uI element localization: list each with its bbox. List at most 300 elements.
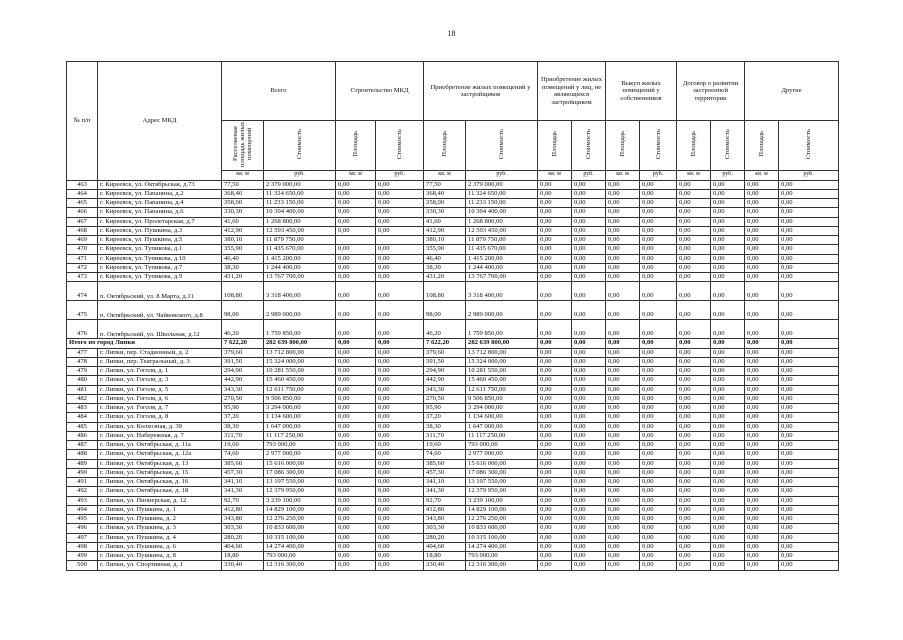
subheader-label: Стоимость	[654, 128, 662, 160]
cell-cost: 11 879 750,00	[466, 236, 538, 245]
cell-area: 0,00	[745, 376, 779, 385]
cell-cost: 0,00	[572, 226, 606, 235]
cell-area: 0,00	[745, 226, 779, 235]
cell-area: 0,00	[538, 254, 572, 263]
cell-cost: 12 611 750,00	[264, 385, 336, 394]
cell-area: 0,00	[606, 450, 640, 459]
cell-cost: 0,00	[640, 367, 677, 376]
subheader-cost	[711, 121, 745, 171]
cell-area: 0,00	[606, 478, 640, 487]
cell-area: 0,00	[538, 199, 572, 208]
row-address: г. Киреевск, ул. Папанина, д.6	[98, 208, 222, 217]
cell-area: 0,00	[606, 189, 640, 198]
cell-area: 108,80	[222, 282, 264, 301]
cell-cost: 11 233 150,00	[466, 199, 538, 208]
cell-cost: 0,00	[640, 496, 677, 505]
cell-cost: 2 989 000,00	[264, 301, 336, 320]
row-number: 493	[67, 496, 98, 505]
table-row	[67, 357, 839, 366]
cell-area: 18,80	[222, 552, 264, 561]
cell-cost: 0,00	[376, 394, 424, 403]
row-number: 473	[67, 273, 98, 282]
cell-cost: 0,00	[376, 552, 424, 561]
cell-area: 0,00	[677, 542, 711, 551]
cell-area: 0,00	[677, 367, 711, 376]
unit-area: кв. м	[424, 170, 466, 180]
cell-cost: 2 977 000,00	[264, 450, 336, 459]
cell-area: 0,00	[677, 561, 711, 570]
cell-cost: 10 281 550,00	[466, 367, 538, 376]
subheader-area	[222, 121, 264, 171]
cell-area: 0,00	[745, 561, 779, 570]
cell-cost: 17 086 300,00	[264, 468, 336, 477]
table-row	[67, 450, 839, 459]
cell-area: 431,20	[222, 273, 264, 282]
cell-area: 7 622,20	[424, 339, 466, 348]
cell-area: 0,00	[336, 431, 376, 440]
cell-cost: 15 616 000,00	[264, 459, 336, 468]
cell-area: 0,00	[677, 468, 711, 477]
cell-area: 0,00	[336, 450, 376, 459]
table-row	[67, 245, 839, 254]
cell-cost: 0,00	[376, 385, 424, 394]
cell-cost: 13 197 550,00	[466, 478, 538, 487]
table-row	[67, 478, 839, 487]
cell-area: 0,00	[336, 413, 376, 422]
cell-cost: 0,00	[572, 199, 606, 208]
cell-cost: 11 435 670,00	[264, 245, 336, 254]
cell-area: 0,00	[745, 348, 779, 357]
cell-area: 0,00	[538, 339, 572, 348]
table-row	[67, 208, 839, 217]
cell-area: 0,00	[336, 441, 376, 450]
cell-area: 0,00	[606, 468, 640, 477]
cell-cost: 0,00	[572, 533, 606, 542]
cell-area: 0,00	[538, 422, 572, 431]
header-group-developer-purchase: Приобретение жилых помещений у застройщиков	[424, 62, 538, 121]
cell-area: 341,10	[222, 478, 264, 487]
subheader-label: Площадь	[619, 131, 627, 157]
cell-cost: 0,00	[572, 282, 606, 301]
cell-cost: 1 647 000,00	[264, 422, 336, 431]
cell-area: 0,00	[538, 459, 572, 468]
subheader-cost	[640, 121, 677, 171]
table-row	[67, 320, 839, 339]
cell-cost: 12 316 300,00	[466, 561, 538, 570]
cell-area: 457,30	[424, 468, 466, 477]
cell-cost: 14 829 100,00	[264, 505, 336, 514]
row-address: п. Октябрьский, ул. 8 Марта, д.11	[98, 282, 222, 301]
table-row	[67, 505, 839, 514]
cell-cost: 0,00	[572, 552, 606, 561]
cell-cost: 0,00	[376, 505, 424, 514]
row-address: г. Киреевск, ул. Папанина, д.4	[98, 199, 222, 208]
cell-area: 0,00	[336, 394, 376, 403]
cell-cost: 0,00	[779, 367, 839, 376]
cell-cost: 0,00	[711, 180, 745, 189]
row-address: г. Киреевск, ул. Папанина, д.2	[98, 189, 222, 198]
cell-cost: 0,00	[572, 515, 606, 524]
table-row	[67, 301, 839, 320]
cell-cost: 0,00	[779, 533, 839, 542]
row-address: г. Липки, ул. Гоголя, д. 7	[98, 404, 222, 413]
cell-area: 0,00	[538, 320, 572, 339]
cell-area: 0,00	[538, 245, 572, 254]
row-number: 465	[67, 199, 98, 208]
cell-cost: 0,00	[572, 273, 606, 282]
cell-cost: 0,00	[779, 236, 839, 245]
cell-cost: 0,00	[376, 404, 424, 413]
cell-cost: 0,00	[779, 273, 839, 282]
cell-cost: 0,00	[376, 348, 424, 357]
cell-cost: 0,00	[779, 301, 839, 320]
cell-area: 0,00	[336, 273, 376, 282]
cell-area: 0,00	[606, 180, 640, 189]
cell-area: 0,00	[677, 431, 711, 440]
cell-cost: 0,00	[711, 450, 745, 459]
row-address: г. Липки, ул. Гоголя, д. 8	[98, 413, 222, 422]
cell-area: 95,90	[222, 404, 264, 413]
cell-area: 0,00	[606, 515, 640, 524]
cell-cost: 11 324 650,00	[466, 189, 538, 198]
cell-cost: 0,00	[572, 263, 606, 272]
cell-area: 412,90	[424, 226, 466, 235]
row-address: г. Киреевск, ул. Тупикова, д.1	[98, 245, 222, 254]
subheader-label: Площадь	[352, 131, 360, 157]
cell-area: 0,00	[336, 459, 376, 468]
cell-area: 294,90	[424, 367, 466, 376]
cell-area: 379,60	[222, 348, 264, 357]
cell-cost: 0,00	[640, 189, 677, 198]
table-row	[67, 189, 839, 198]
cell-area: 442,90	[222, 376, 264, 385]
unit-cost: руб.	[640, 170, 677, 180]
row-address: г. Липки, ул. Набережная, д. 7	[98, 431, 222, 440]
row-number: 464	[67, 189, 98, 198]
cell-area: 0,00	[538, 348, 572, 357]
row-address: г. Липки, ул. Пушкина, д. 4	[98, 533, 222, 542]
row-number: 489	[67, 459, 98, 468]
cell-cost: 3 294 000,00	[466, 404, 538, 413]
cell-cost: 0,00	[779, 552, 839, 561]
cell-area: 0,00	[538, 431, 572, 440]
row-number: 488	[67, 450, 98, 459]
cell-area: 108,80	[424, 282, 466, 301]
cell-cost: 0,00	[640, 376, 677, 385]
cell-area: 368,40	[222, 189, 264, 198]
cell-cost: 0,00	[572, 450, 606, 459]
cell-cost: 0,00	[640, 273, 677, 282]
table-row	[67, 496, 839, 505]
cell-area: 0,00	[677, 376, 711, 385]
cell-cost: 0,00	[640, 180, 677, 189]
row-address: г. Киреевск, ул. Пушкина, д.5	[98, 236, 222, 245]
cell-area: 0,00	[745, 273, 779, 282]
cell-area: 0,00	[677, 263, 711, 272]
cell-cost: 9 506 850,00	[264, 394, 336, 403]
cell-cost: 0,00	[640, 459, 677, 468]
cell-cost: 0,00	[640, 515, 677, 524]
cell-cost: 0,00	[779, 478, 839, 487]
unit-cost: руб.	[466, 170, 538, 180]
subheader-label: Площадь	[551, 131, 559, 157]
relocation-table	[66, 61, 839, 571]
cell-area: 0,00	[538, 217, 572, 226]
cell-cost: 1 268 800,00	[264, 217, 336, 226]
cell-cost: 0,00	[711, 320, 745, 339]
cell-area	[336, 236, 376, 245]
cell-cost: 0,00	[376, 468, 424, 477]
cell-area: 0,00	[677, 254, 711, 263]
cell-cost: 11 879 750,00	[264, 236, 336, 245]
cell-area: 0,00	[677, 450, 711, 459]
cell-area: 0,00	[677, 394, 711, 403]
cell-area: 0,00	[538, 394, 572, 403]
cell-cost: 0,00	[572, 357, 606, 366]
cell-cost: 0,00	[640, 422, 677, 431]
cell-area: 0,00	[745, 208, 779, 217]
cell-area: 0,00	[538, 468, 572, 477]
cell-area: 0,00	[745, 431, 779, 440]
cell-cost: 0,00	[572, 404, 606, 413]
cell-cost: 0,00	[711, 357, 745, 366]
cell-area: 343,80	[222, 515, 264, 524]
cell-area: 0,00	[336, 468, 376, 477]
cell-area: 0,00	[745, 339, 779, 348]
cell-area: 0,00	[745, 450, 779, 459]
cell-area: 0,00	[606, 561, 640, 570]
table-row	[67, 468, 839, 477]
cell-cost: 0,00	[376, 367, 424, 376]
cell-cost: 0,00	[779, 524, 839, 533]
subheader-label: Стоимость	[805, 128, 813, 160]
cell-area: 46,40	[424, 254, 466, 263]
cell-cost: 12 276 250,00	[466, 515, 538, 524]
cell-area: 0,00	[745, 459, 779, 468]
row-number: 485	[67, 422, 98, 431]
row-number: 483	[67, 404, 98, 413]
subheader-area	[424, 121, 466, 171]
cell-area: 0,00	[538, 478, 572, 487]
cell-cost: 0,00	[711, 515, 745, 524]
table-row	[67, 404, 839, 413]
cell-cost: 10 315 100,00	[264, 533, 336, 542]
cell-area: 0,00	[538, 236, 572, 245]
row-address: г. Липки, ул. Пушкина, д. 6	[98, 542, 222, 551]
cell-cost: 0,00	[711, 348, 745, 357]
subheader-cost	[572, 121, 606, 171]
cell-cost: 0,00	[572, 245, 606, 254]
cell-area: 0,00	[745, 441, 779, 450]
cell-area: 0,00	[538, 404, 572, 413]
cell-area: 341,10	[424, 478, 466, 487]
cell-area: 0,00	[538, 367, 572, 376]
cell-area: 0,00	[538, 282, 572, 301]
cell-area: 0,00	[745, 199, 779, 208]
cell-cost: 12 611 750,00	[466, 385, 538, 394]
cell-cost: 0,00	[376, 441, 424, 450]
row-number: 478	[67, 357, 98, 366]
table-row	[67, 524, 839, 533]
cell-area: 0,00	[606, 282, 640, 301]
row-number: 487	[67, 441, 98, 450]
table-row	[67, 431, 839, 440]
cell-area: 0,00	[336, 496, 376, 505]
cell-area: 0,00	[336, 422, 376, 431]
cell-cost: 10 281 550,00	[264, 367, 336, 376]
cell-cost: 15 324 000,00	[466, 357, 538, 366]
cell-area: 0,00	[538, 376, 572, 385]
cell-area: 330,30	[424, 208, 466, 217]
cell-cost: 0,00	[376, 339, 424, 348]
cell-area: 92,70	[222, 496, 264, 505]
cell-cost: 11 233 150,00	[264, 199, 336, 208]
cell-cost: 9 506 850,00	[466, 394, 538, 403]
cell-area: 0,00	[606, 533, 640, 542]
cell-cost: 12 316 300,00	[264, 561, 336, 570]
cell-cost: 0,00	[640, 413, 677, 422]
cell-area: 0,00	[745, 254, 779, 263]
cell-area: 457,30	[222, 468, 264, 477]
row-number: 500	[67, 561, 98, 570]
cell-cost: 0,00	[640, 385, 677, 394]
cell-cost: 0,00	[779, 441, 839, 450]
cell-area: 0,00	[336, 320, 376, 339]
cell-area: 0,00	[745, 524, 779, 533]
cell-cost: 1 759 850,00	[466, 320, 538, 339]
table-row	[67, 282, 839, 301]
cell-cost: 0,00	[572, 505, 606, 514]
cell-cost: 0,00	[376, 180, 424, 189]
cell-area: 391,50	[222, 357, 264, 366]
cell-area: 0,00	[606, 431, 640, 440]
cell-cost: 12 593 450,00	[264, 226, 336, 235]
cell-cost: 0,00	[572, 236, 606, 245]
cell-area: 391,50	[424, 357, 466, 366]
table-row	[67, 263, 839, 272]
cell-area: 0,00	[538, 189, 572, 198]
cell-area: 19,60	[424, 441, 466, 450]
cell-cost: 0,00	[711, 301, 745, 320]
cell-cost: 1 415 200,00	[264, 254, 336, 263]
cell-cost: 0,00	[376, 376, 424, 385]
cell-cost: 12 276 250,00	[264, 515, 336, 524]
cell-cost: 0,00	[779, 431, 839, 440]
cell-area: 41,60	[424, 217, 466, 226]
unit-area: кв. м	[222, 170, 264, 180]
cell-area: 0,00	[538, 273, 572, 282]
cell-area: 343,30	[222, 385, 264, 394]
cell-area: 0,00	[606, 339, 640, 348]
cell-cost: 0,00	[640, 487, 677, 496]
cell-area: 270,50	[424, 394, 466, 403]
cell-cost: 0,00	[711, 199, 745, 208]
cell-area: 0,00	[677, 180, 711, 189]
cell-area: 0,00	[677, 487, 711, 496]
cell-cost: 0,00	[572, 394, 606, 403]
cell-area: 0,00	[336, 561, 376, 570]
cell-area: 330,40	[222, 561, 264, 570]
cell-area: 0,00	[606, 301, 640, 320]
cell-area: 0,00	[336, 348, 376, 357]
cell-cost: 3 239 100,00	[466, 496, 538, 505]
cell-cost: 0,00	[711, 208, 745, 217]
cell-area: 0,00	[606, 552, 640, 561]
cell-cost: 0,00	[711, 376, 745, 385]
row-address: г. Липки, ул. Октябрьская, д. 18	[98, 487, 222, 496]
cell-cost: 15 324 000,00	[264, 357, 336, 366]
cell-cost: 0,00	[711, 505, 745, 514]
cell-cost: 0,00	[711, 496, 745, 505]
cell-area: 0,00	[677, 199, 711, 208]
table-row	[67, 348, 839, 357]
cell-cost: 0,00	[376, 226, 424, 235]
cell-area: 77,50	[424, 180, 466, 189]
cell-cost: 15 460 450,00	[264, 376, 336, 385]
cell-cost: 0,00	[376, 273, 424, 282]
cell-cost: 0,00	[376, 542, 424, 551]
cell-area: 379,60	[424, 348, 466, 357]
cell-area: 38,30	[222, 422, 264, 431]
cell-area: 0,00	[538, 301, 572, 320]
cell-cost: 1 759 850,00	[264, 320, 336, 339]
cell-area: 0,00	[538, 542, 572, 551]
row-number: 486	[67, 431, 98, 440]
header-group-construction: Строительство МКД	[336, 62, 424, 121]
cell-area: 0,00	[538, 226, 572, 235]
cell-cost: 0,00	[376, 413, 424, 422]
cell-cost: 0,00	[376, 422, 424, 431]
cell-area: 74,60	[222, 450, 264, 459]
cell-area: 0,00	[745, 357, 779, 366]
subheader-cost	[376, 121, 424, 171]
header-address: Адрес МКД	[98, 62, 222, 181]
cell-cost: 0,00	[711, 339, 745, 348]
row-address: г. Липки, ул. Пушкина, д. 3	[98, 524, 222, 533]
row-address: г. Липки, ул. Пионерская, д. 12	[98, 496, 222, 505]
cell-area: 0,00	[336, 263, 376, 272]
cell-cost: 0,00	[640, 505, 677, 514]
unit-area: кв. м	[336, 170, 376, 180]
cell-cost: 0,00	[376, 263, 424, 272]
row-address: г. Липки, ул. Спортивная, д. 1	[98, 561, 222, 570]
cell-area: 0,00	[538, 450, 572, 459]
row-address: г. Липки, ул. Октябрьская, д. 13	[98, 459, 222, 468]
row-address: г. Липки, пер. Театральный, д. 3	[98, 357, 222, 366]
cell-area: 0,00	[538, 413, 572, 422]
cell-cost: 14 274 400,00	[264, 542, 336, 551]
cell-area: 0,00	[677, 208, 711, 217]
cell-cost: 0,00	[572, 367, 606, 376]
cell-area: 0,00	[336, 226, 376, 235]
cell-area: 0,00	[606, 263, 640, 272]
cell-cost: 0,00	[376, 533, 424, 542]
cell-area: 0,00	[538, 441, 572, 450]
table-row	[67, 180, 839, 189]
cell-cost: 0,00	[572, 542, 606, 551]
cell-cost: 0,00	[640, 404, 677, 413]
cell-area: 41,60	[222, 217, 264, 226]
cell-area: 0,00	[538, 263, 572, 272]
cell-cost: 0,00	[376, 357, 424, 366]
cell-area: 92,70	[424, 496, 466, 505]
cell-area: 311,70	[222, 431, 264, 440]
cell-area: 0,00	[745, 180, 779, 189]
cell-area: 37,20	[222, 413, 264, 422]
row-address: г. Липки, ул. Гоголя, д. 3	[98, 376, 222, 385]
table-row	[67, 422, 839, 431]
cell-cost: 0,00	[572, 496, 606, 505]
